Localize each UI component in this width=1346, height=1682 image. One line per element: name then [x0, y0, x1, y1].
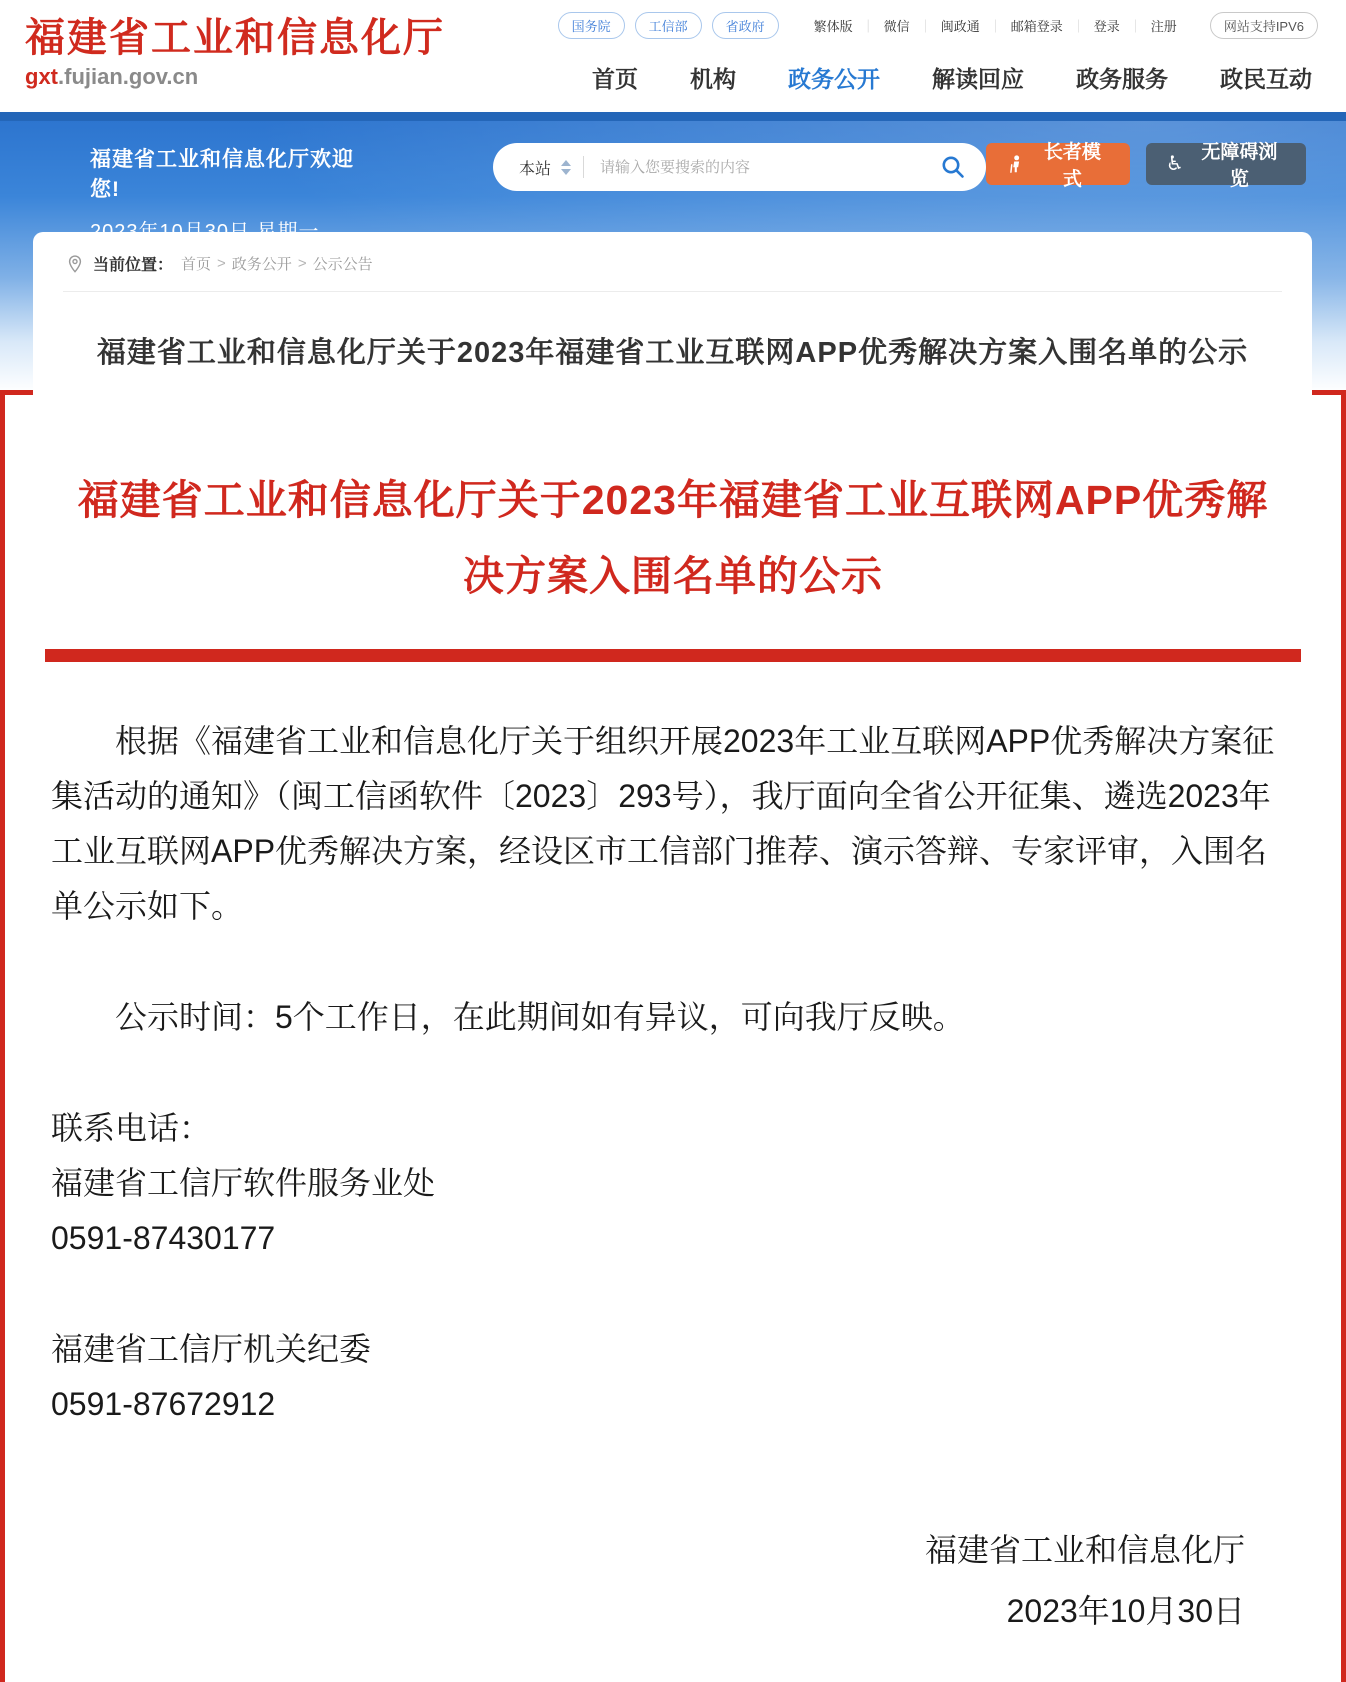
link-traditional[interactable]: 繁体版 [813, 19, 853, 34]
link-login[interactable]: 登录 [1093, 19, 1120, 34]
nav-item-zhengwugongkai[interactable]: 政务公开 [788, 66, 880, 92]
contact-dept-1: 福建省工信厅软件服务业处 [51, 1164, 436, 1201]
nav-item-home[interactable]: 首页 [592, 66, 638, 92]
welcome-text: 福建省工业和信息化厅欢迎您! [90, 148, 354, 201]
search-input[interactable] [600, 159, 940, 176]
site-logo[interactable] [25, 0, 445, 112]
link-register[interactable]: 注册 [1150, 19, 1177, 34]
site-logo-url [25, 64, 445, 90]
banner-buttons [986, 142, 1306, 190]
page-title: 福建省工业和信息化厅关于2023年福建省工业互联网APP优秀解决方案入围名单的公示 [96, 337, 1249, 369]
separator: ｜ [1071, 19, 1085, 34]
search-icon[interactable] [940, 154, 966, 180]
accessibility-label: 无障碍浏览 [1201, 142, 1278, 190]
nav-item-jieduhuiying[interactable]: 解读回应 [932, 66, 1024, 92]
breadcrumb-divider [63, 291, 1282, 292]
contact-block-2 [51, 1322, 1295, 1432]
search-bar [493, 143, 986, 191]
breadcrumb-separator: > [297, 255, 307, 272]
contact-phone-2: 0591-87672912 [51, 1385, 276, 1422]
site-url-suffix: .fujian.gov.cn [58, 64, 199, 89]
chevron-updown-icon[interactable] [561, 160, 571, 175]
separator: ｜ [1128, 19, 1142, 34]
signature-date: 2023年10月30日 [1006, 1592, 1245, 1629]
quick-link-shengzhengfu[interactable]: 省政府 [712, 12, 779, 39]
nav-item-zhengwufuwu[interactable]: 政务服务 [1076, 66, 1168, 92]
breadcrumb-home[interactable]: 首页 [181, 256, 212, 273]
separator: ｜ [861, 19, 875, 34]
search-divider [583, 156, 584, 178]
quick-link-gongxinbu[interactable]: 工信部 [635, 12, 702, 39]
nav-item-zhengminhudong[interactable]: 政民互动 [1220, 66, 1312, 92]
contact-heading: 联系电话： [51, 1109, 212, 1146]
location-pin-icon [65, 254, 85, 274]
breadcrumb-gongshigonggao[interactable]: 公示公告 [312, 256, 373, 273]
breadcrumb-zhengwugongkai[interactable]: 政务公开 [231, 256, 292, 273]
signature-org: 福建省工业和信息化厅 [924, 1532, 1245, 1568]
elder-mode-label: 长者模式 [1043, 142, 1101, 190]
red-divider [45, 649, 1301, 662]
wheelchair-icon: ♿ [1165, 153, 1184, 175]
header-right [558, 0, 1318, 112]
contact-phone-1: 0591-87430177 [51, 1219, 276, 1256]
article-title: 福建省工业和信息化厅关于2023年福建省工业互联网APP优秀解决方案入围名单的公示 [77, 477, 1269, 599]
contact-dept-2: 福建省工信厅机关纪委 [51, 1330, 372, 1367]
banner-row [0, 121, 1346, 244]
link-minzhengtong[interactable]: 闽政通 [940, 19, 980, 34]
link-mailbox-login[interactable]: 邮箱登录 [1010, 19, 1063, 34]
welcome-block [90, 143, 381, 244]
site-header [0, 0, 1346, 112]
article-paragraph-2: 公示时间：5个工作日，在此期间如有异议，可向我厅反映。 [115, 998, 965, 1035]
quick-link-guowuyuan[interactable]: 国务院 [558, 12, 625, 39]
signature-block [51, 1520, 1295, 1642]
breadcrumb-separator: > [217, 255, 226, 272]
article-box [0, 390, 1346, 1682]
contact-block-1 [51, 1101, 1295, 1266]
search-scope-select[interactable]: 本站 [518, 160, 551, 178]
site-logo-title: 福建省工业和信息化厅 [25, 16, 445, 60]
breadcrumb [63, 252, 1282, 275]
article-body [45, 714, 1301, 1642]
site-url-prefix: gxt [25, 64, 58, 89]
elder-mode-button[interactable] [986, 142, 1129, 190]
utility-links [805, 16, 1186, 35]
elder-person-icon [1006, 154, 1026, 174]
banner [0, 121, 1346, 390]
breadcrumb-links [181, 253, 373, 274]
separator: ｜ [988, 19, 1002, 34]
content-card [33, 232, 1312, 402]
breadcrumb-label: 当前位置： [93, 257, 174, 274]
main-nav [592, 61, 1318, 94]
separator: ｜ [918, 19, 932, 34]
utility-row [558, 12, 1318, 39]
article-paragraph-1: 根据《福建省工业和信息化厅关于组织开展2023年工业互联网APP优秀解决方案征集活动的通知》（闽工信函软件〔2023〕293号），我厅面向全省公开征集、遴选2023年工业互联网APP优秀解决方案，经设区市工信部门推荐、演示答辩、专家评审，入围名单公示如下。 [51, 722, 1275, 924]
accessibility-button[interactable] [1146, 142, 1306, 190]
banner-top-strip [0, 112, 1346, 121]
ipv6-badge: 网站支持IPV6 [1210, 12, 1318, 39]
link-wechat[interactable]: 微信 [883, 19, 910, 34]
nav-item-jigou[interactable]: 机构 [690, 66, 736, 92]
